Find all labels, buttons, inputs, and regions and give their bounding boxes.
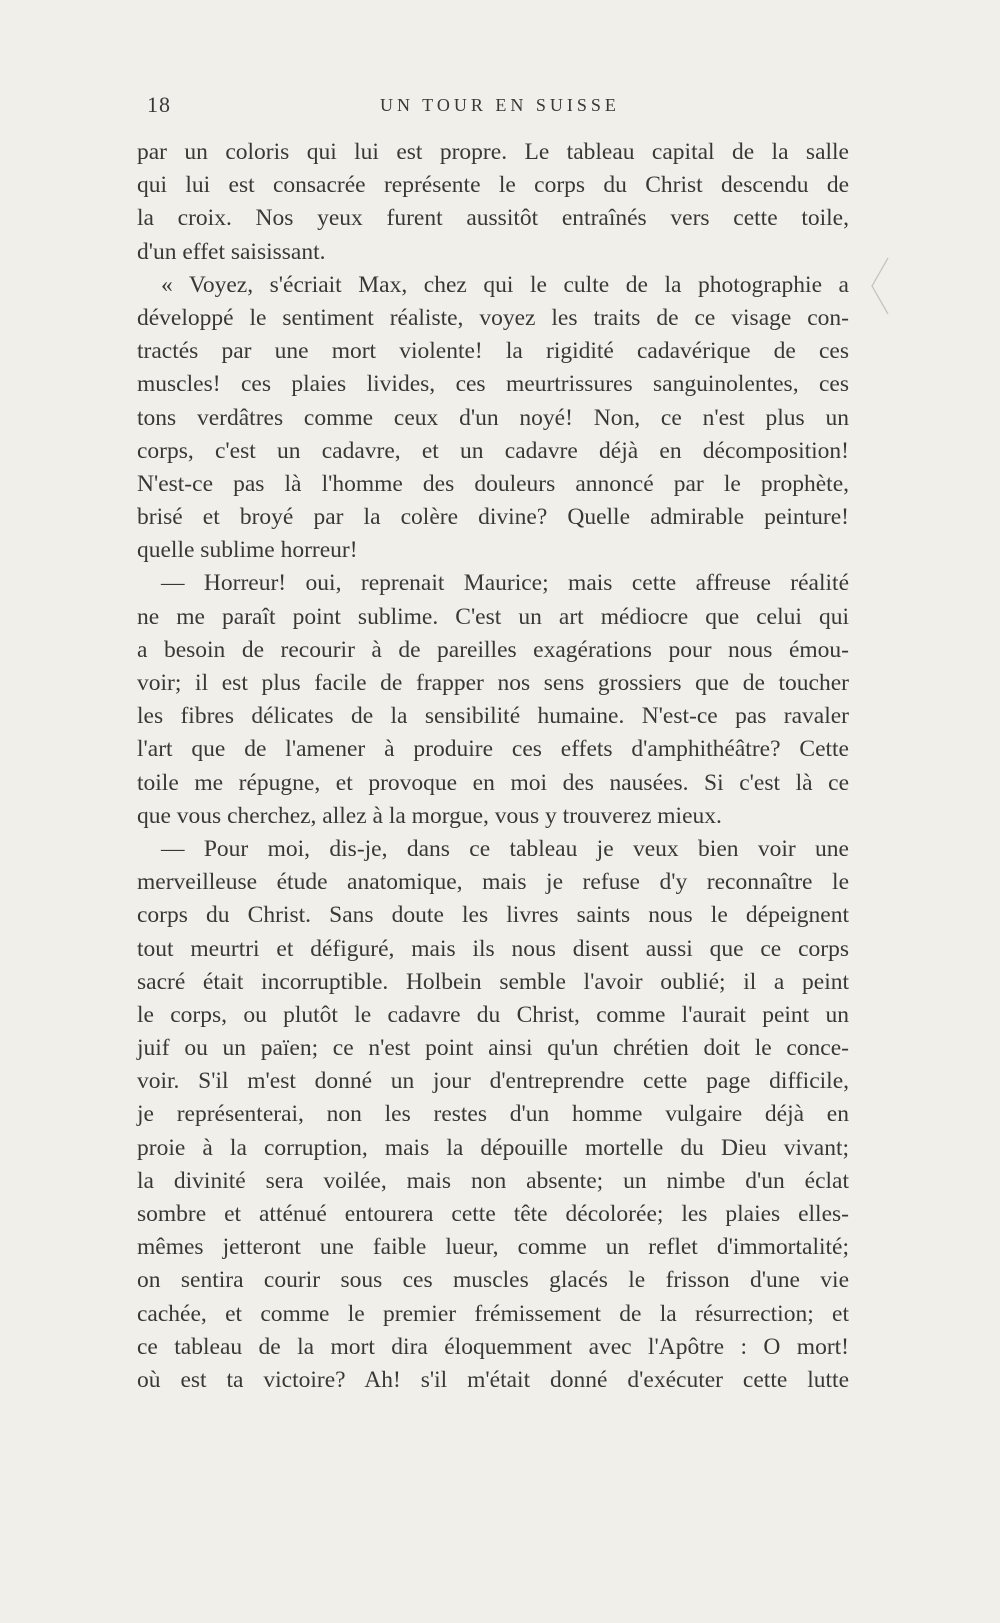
text-line: N'est-ce pas là l'homme des douleurs annoncé par le prophète, [137, 470, 849, 497]
text-line: voir. S'il m'est donné un jour d'entreprendre cette page difficile, [137, 1068, 849, 1095]
text-line: tout meurtri et défiguré, mais ils nous disent aussi que ce corps [137, 935, 849, 962]
text-line: tractés par une mort violente! la rigidité cadavérique de ces [137, 338, 849, 365]
text-line: cachée, et comme le premier frémissement de la résurrection; et [137, 1300, 849, 1327]
text-line: d'un effet saisissant. [137, 238, 326, 265]
text-line: — Pour moi, dis-je, dans ce tableau je veux bien voir une [161, 835, 849, 862]
text-line: « Voyez, s'écriait Max, chez qui le culte de la photographie a [161, 271, 849, 298]
text-line: ce tableau de la mort dira éloquemment avec l'Apôtre : O mort! [137, 1333, 849, 1360]
text-line: que vous cherchez, allez à la morgue, vous y trouverez mieux. [137, 802, 722, 829]
text-line: voir; il est plus facile de frapper nos sens grossiers que de toucher [137, 670, 849, 696]
text-line: la divinité sera voilée, mais non absente; un nimbe d'un éclat [137, 1167, 849, 1194]
text-line: brisé et broyé par la colère divine? Quelle admirable peinture! [137, 504, 849, 531]
page-header [140, 92, 840, 122]
text-line: juif ou un païen; ce n'est point ainsi qu'un chrétien doit le conce- [137, 1035, 849, 1062]
body-text [137, 136, 849, 1397]
text-line: le corps, ou plutôt le cadavre du Christ, comme l'aurait peint un [137, 1001, 849, 1028]
text-line: sombre et atténué entourera cette tête décolorée; les plaies elles- [137, 1201, 849, 1227]
text-line: muscles! ces plaies livides, ces meurtrissures sanguinolentes, ces [137, 371, 849, 398]
text-line: qui lui est consacrée représente le corps du Christ descendu de [137, 172, 849, 199]
text-line: développé le sentiment réaliste, voyez les traits de ce visage con- [137, 304, 849, 331]
text-line: toile me répugne, et provoque en moi des nausées. Si c'est là ce [137, 769, 849, 796]
text-line: l'art que de l'amener à produire ces effets d'amphithéâtre? Cette [137, 736, 849, 763]
text-line: — Horreur! oui, reprenait Maurice; mais cette affreuse réalité [161, 570, 849, 597]
running-title: UN TOUR EN SUISSE [380, 95, 620, 115]
text-line: je représenterai, non les restes d'un homme vulgaire déjà en [137, 1101, 849, 1128]
text-line: merveilleuse étude anatomique, mais je refuse d'y reconnaître le [137, 869, 849, 896]
text-line: où est ta victoire? Ah! s'il m'était donné d'exécuter cette lutte [137, 1366, 849, 1393]
text-line: par un coloris qui lui est propre. Le tableau capital de la salle [137, 139, 849, 165]
pencil-mark-icon [866, 256, 892, 316]
text-line: les fibres délicates de la sensibilité humaine. N'est-ce pas ravaler [137, 703, 849, 730]
text-line: ne me paraît point sublime. C'est un art médiocre que celui qui [137, 603, 849, 630]
text-line: mêmes jetteront une faible lueur, comme un reflet d'immortalité; [137, 1234, 849, 1261]
text-line: on sentira courir sous ces muscles glacés le frisson d'une vie [137, 1267, 849, 1294]
text-line: quelle sublime horreur! [137, 537, 358, 564]
text-line: corps du Christ. Sans doute les livres saints nous le dépeignent [137, 902, 849, 929]
page-number: 18 [147, 92, 171, 117]
text-line: proie à la corruption, mais la dépouille mortelle du Dieu vivant; [137, 1134, 849, 1161]
text-line: sacré était incorruptible. Holbein semble l'avoir oublié; il a peint [137, 968, 849, 995]
text-line: la croix. Nos yeux furent aussitôt entraînés vers cette toile, [137, 205, 849, 232]
text-line: a besoin de recourir à de pareilles exagérations pour nous émou- [137, 636, 849, 663]
text-line: corps, c'est un cadavre, et un cadavre déjà en décomposition! [137, 437, 849, 464]
text-line: tons verdâtres comme ceux d'un noyé! Non, ce n'est plus un [137, 404, 849, 431]
